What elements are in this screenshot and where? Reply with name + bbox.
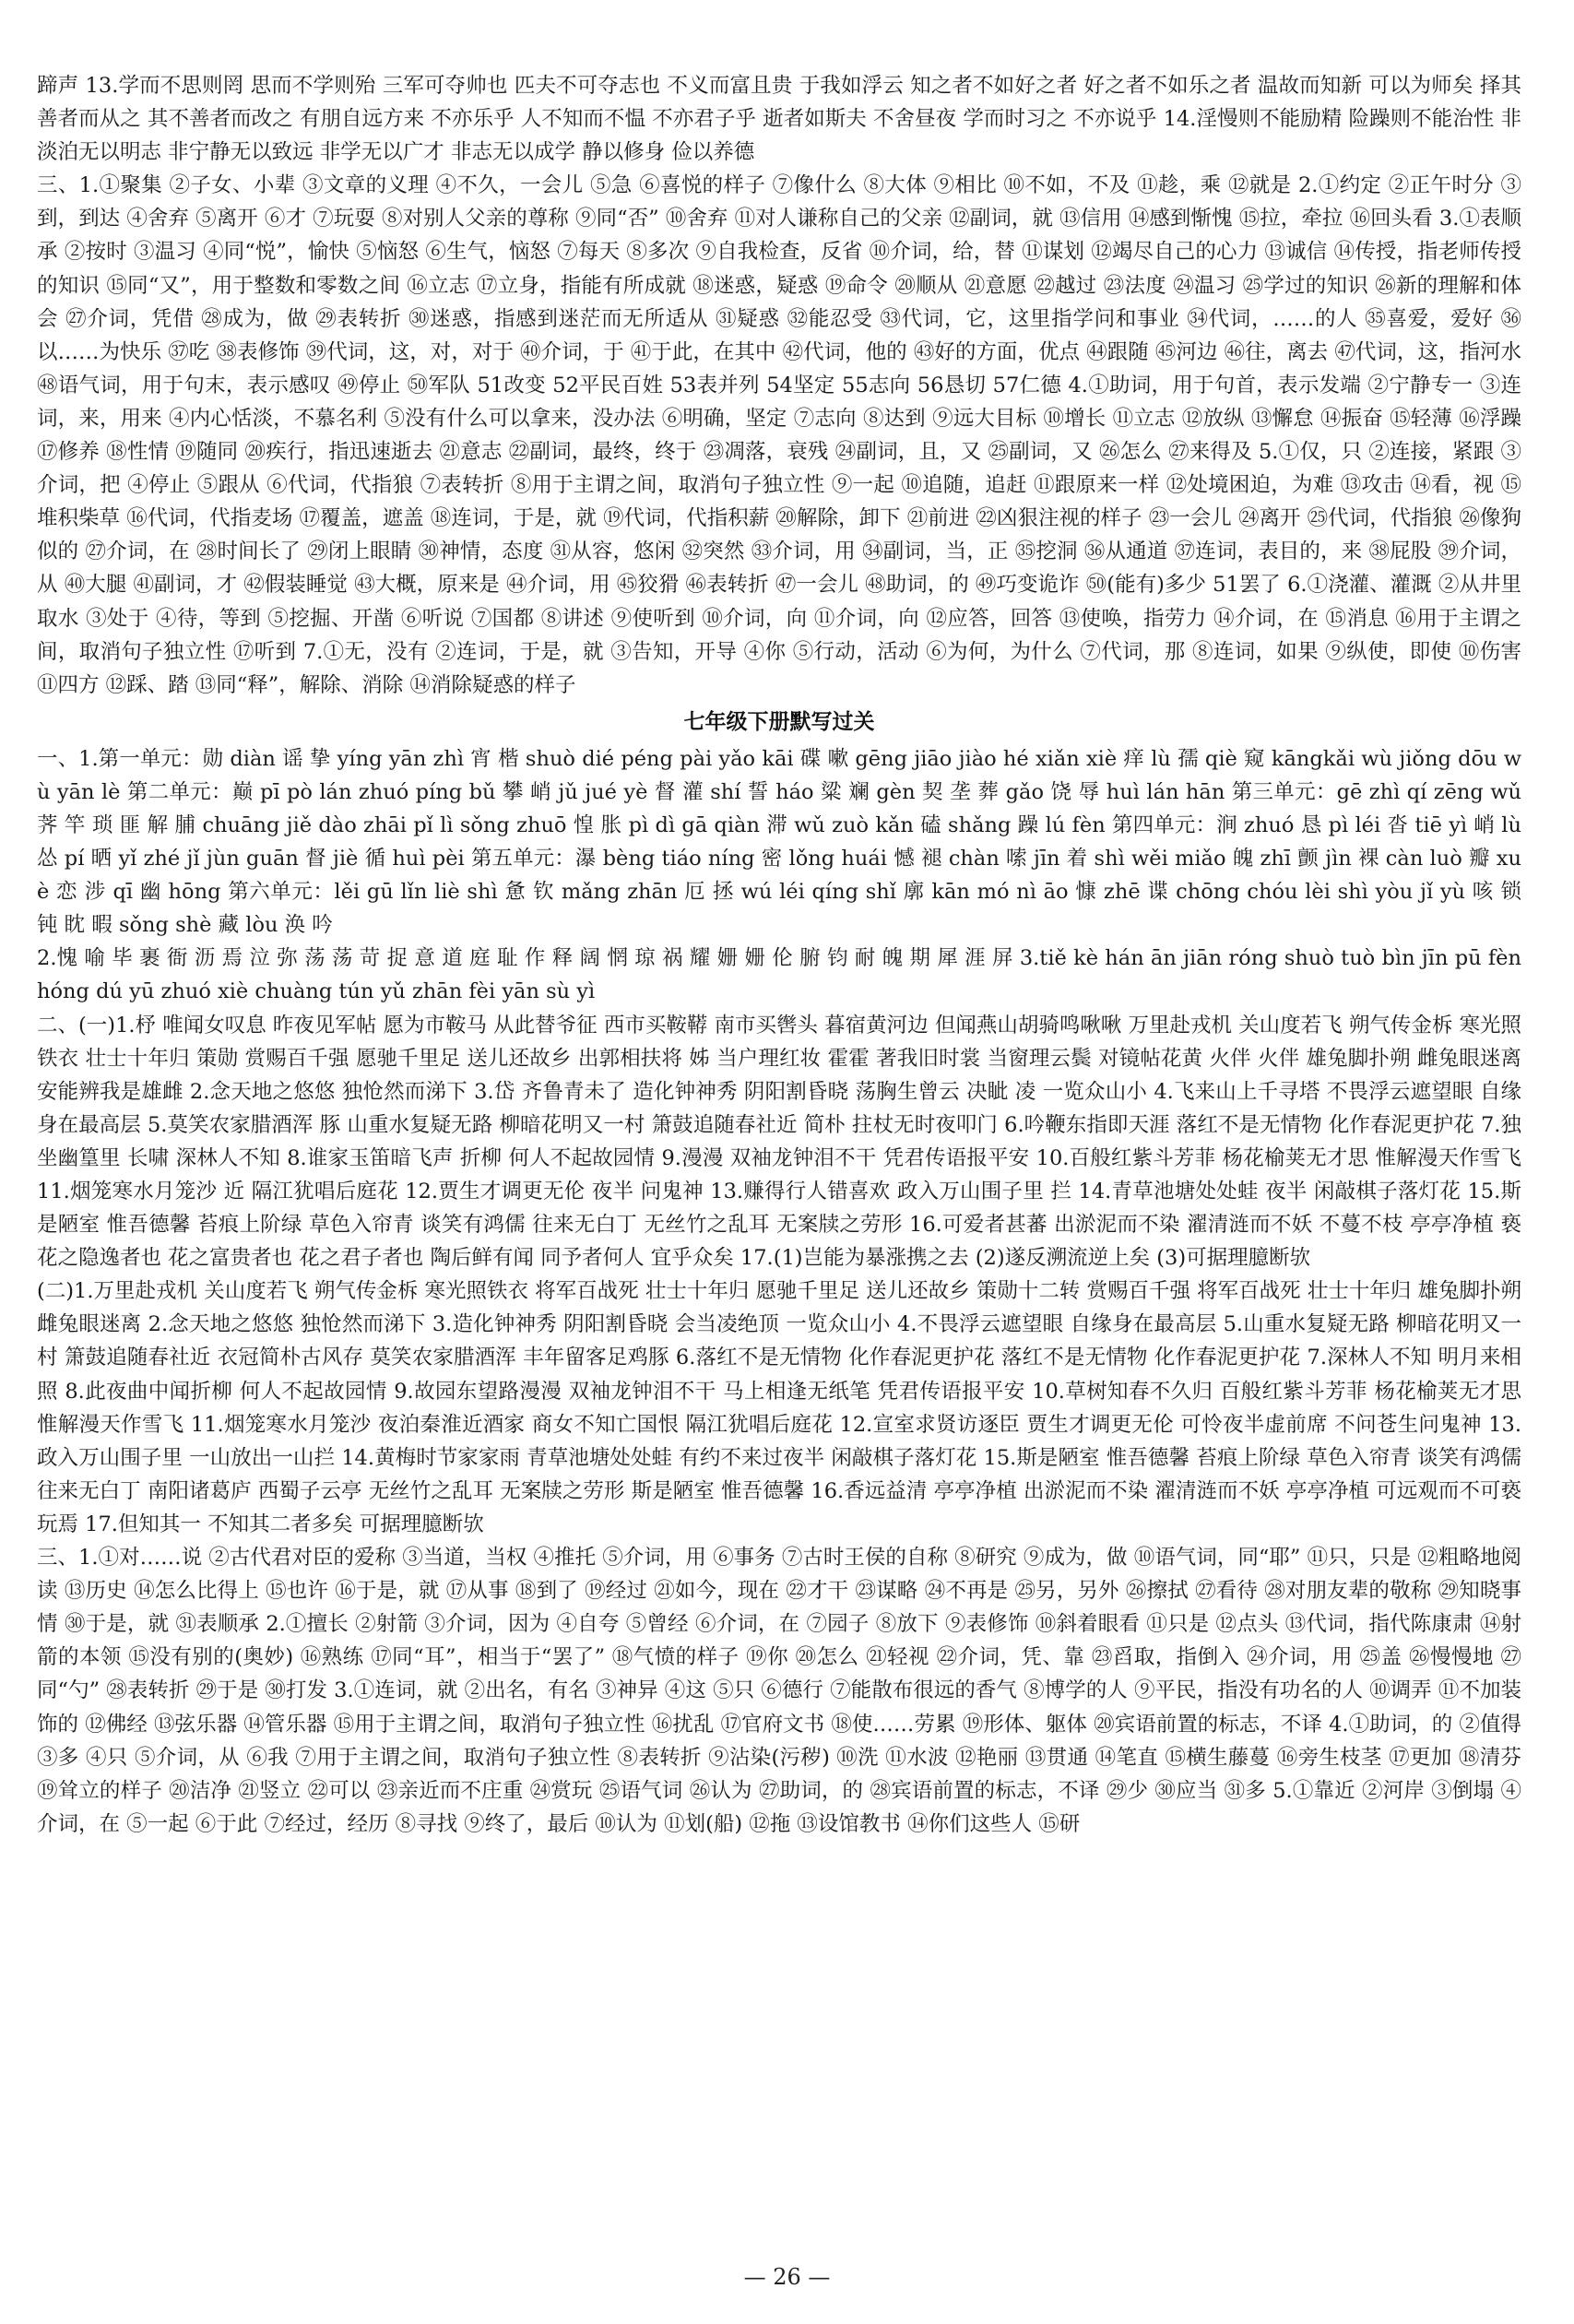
answer-document [37, 69, 1529, 1841]
paragraph: 三、1.①对……说 ②古代君对臣的爱称 ③当道，当权 ④推托 ⑤介词，用 ⑥事务 ⑦古时王侯的自称 ⑧研究 ⑨成为，做 ⑩语气词，同“耶” ⑪只，只是 ⑫粗略地阅读 ⑬历史 ⑭怎么比得上 ⑮也许 ⑯于是，就 ⑰从事 ⑱到了 ⑲经过 ㉑如今，现在 ㉒才干 ㉓谋略 ㉔不再是 ㉕另，另外 ㉖擦拭 ㉗看待 ㉘对朋友辈的敬称 ㉙知晓事情 ㉚于是，就 ㉛表顺承 2.①擅长 ②射箭 ③介词，因为 ④自夸 ⑤曾经 ⑥介词，在 ⑦园子 ⑧放下 ⑨表修饰 ⑩斜着眼看 ⑪只是 ⑫点头 ⑬代词，指代陈康肃 ⑭射箭的本领 ⑮没有别的(奥妙) ⑯熟练 ⑰同“耳”，相当于“罢了” ⑱气愤的样子 ⑲你 ⑳怎么 ㉑轻视 ㉒介词，凭、靠 ㉓舀取，指倒入 ㉔介词，用 ㉕盖 ㉖慢慢地 ㉗同“勺” ㉘表转折 ㉙于是 ㉚打发 3.①连词，就 ②出名，有名 ③神异 ④这 ⑤只 ⑥德行 ⑦能散布很远的香气 ⑧博学的人 ⑨平民，指没有功名的人 ⑩调弄 ⑪不加装饰的 ⑫佛经 ⑬弦乐器 ⑭管乐器 ⑮用于主谓之间，取消句子独立性 ⑯扰乱 ⑰官府文书 ⑱使……劳累 ⑲形体、躯体 ⑳宾语前置的标志，不译 4.①助词，的 ②值得 ③多 ④只 ⑤介词，从 ⑥我 ⑦用于主谓之间，取消句子独立性 ⑧表转折 ⑨沾染(污秽) ⑩洗 ⑪水波 ⑫艳丽 ⑬贯通 ⑭笔直 ⑮横生藤蔓 ⑯旁生枝茎 ⑰更加 ⑱清芬 ⑲耸立的样子 ⑳洁净 ㉑竖立 ㉒可以 ㉓亲近而不庄重 ㉔赏玩 ㉕语气词 ㉖认为 ㉗助词，的 ㉘宾语前置的标志，不译 ㉙少 ㉚应当 ㉛多 5.①靠近 ②河岸 ③倒塌 ④介词，在 ⑤一起 ⑥于此 ⑦经过，经历 ⑧寻找 ⑨终了，最后 ⑩认为 ⑪划(船) ⑫拖 ⑬设馆教书 ⑭你们这些人 ⑮研 [37, 1546, 1529, 1836]
paragraph: 三、1.①聚集 ②子女、小辈 ③文章的义理 ④不久，一会儿 ⑤急 ⑥喜悦的样子 ⑦像什么 ⑧大体 ⑨相比 ⑩不如，不及 ⑪趁，乘 ⑫就是 2.①约定 ②正午时分 ③到，到达 ④舍弃 ⑤离开 ⑥才 ⑦玩耍 ⑧对别人父亲的尊称 ⑨同“否” ⑩舍弃 ⑪对人谦称自己的父亲 ⑫副词，就 ⑬信用 ⑭感到惭愧 ⑮拉，牵拉 ⑯回头看 3.①表顺承 ②按时 ③温习 ④同“悦”，愉快 ⑤恼怒 ⑥生气，恼怒 ⑦每天 ⑧多次 ⑨自我检查，反省 ⑩介词，给，替 ⑪谋划 ⑫竭尽自己的心力 ⑬诚信 ⑭传授，指老师传授的知识 ⑮同“又”，用于整数和零数之间 ⑯立志 ⑰立身，指能有所成就 ⑱迷惑，疑惑 ⑲命令 ⑳顺从 ㉑意愿 ㉒越过 ㉓法度 ㉔温习 ㉕学过的知识 ㉖新的理解和体会 ㉗介词，凭借 ㉘成为，做 ㉙表转折 ㉚迷惑，指感到迷茫而无所适从 ㉛疑惑 ㉜能忍受 ㉝代词，它，这里指学问和事业 ㉞代词，……的人 ㉟喜爱，爱好 ㊱以……为快乐 ㊲吃 ㊳表修饰 ㊴代词，这，对，对于 ㊵介词，于 ㊶于此，在其中 ㊷代词，他的 ㊸好的方面，优点 ㊹跟随 ㊺河边 ㊻往，离去 ㊼代词，这，指河水 ㊽语气词，用于句末，表示感叹 ㊾停止 ㊿军队 51改变 52平民百姓 53表并列 54坚定 55志向 56恳切 57仁德 4.①助词，用于句首，表示发端 ②宁静专一 ③连词，来，用来 ④内心恬淡，不慕名利 ⑤没有什么可以拿来，没办法 ⑥明确，坚定 ⑦志向 ⑧达到 ⑨远大目标 ⑩增长 ⑪立志 ⑫放纵 ⑬懈怠 ⑭振奋 ⑮轻薄 ⑯浮躁 ⑰修养 ⑱性情 ⑲随同 ⑳疾行，指迅速逝去 ㉑意志 ㉒副词，最终，终于 ㉓凋落，衰残 ㉔副词，且，又 ㉕副词，又 ㉖怎么 ㉗来得及 5.①仅，只 ②连接，紧跟 ③介词，把 ④停止 ⑤跟从 ⑥代词，代指狼 ⑦表转折 ⑧用于主谓之间，取消句子独立性 ⑨一起 ⑩追随，追赶 ⑪跟原来一样 ⑫处境困迫，为难 ⑬攻击 ⑭看，视 ⑮堆积柴草 ⑯代词，代指麦场 ⑰覆盖，遮盖 ⑱连词，于是，就 ⑲代词，代指积薪 ⑳解除，卸下 ㉑前进 ㉒凶狠注视的样子 ㉓一会儿 ㉔离开 ㉕代词，代指狼 ㉖像狗似的 ㉗介词，在 ㉘时间长了 ㉙闭上眼睛 ㉚神情，态度 ㉛从容，悠闲 ㉜突然 ㉝介词，用 ㉞副词，当，正 ㉟挖洞 ㊱从通道 ㊲连词，表目的，来 ㊳屁股 ㊴介词，从 ㊵大腿 ㊶副词，才 ㊷假装睡觉 ㊸大概，原来是 ㊹介词，用 ㊺狡猾 ㊻表转折 ㊼一会儿 ㊽助词，的 ㊾巧变诡诈 ㊿(能有)多少 51罢了 6.①浇灌、灌溉 ②从井里取水 ③处于 ④待，等到 ⑤挖掘、开凿 ⑥听说 ⑦国都 ⑧讲述 ⑨使听到 ⑩介词，向 ⑪介词，向 ⑫应答，回答 ⑬使唤，指劳力 ⑭介词，在 ⑮消息 ⑯用于主谓之间，取消句子独立性 ⑰听到 7.①无，没有 ②连词，于是，就 ③告知，开导 ④你 ⑤行动，活动 ⑥为何，为什么 ⑦代词，那 ⑧连词，如果 ⑨纵使，即使 ⑩伤害 ⑪四方 ⑫踩、踏 ⑬同“释”，解除、消除 ⑭消除疑惑的样子 [37, 173, 1529, 697]
paragraph: 2.愧 喻 毕 裹 衙 沥 焉 泣 弥 荡 荡 苛 捉 意 道 庭 耻 作 释 阔 惘 琼 祸 耀 姗 姗 伦 腑 钧 耐 魄 期 犀 涯 屏 3.tiě kè hán ān jiān róng shuò tuò bìn jīn pū fèn hóng dú yū zhuó xiè chuàng tún yǔ zhān fèi yān sù yì [37, 946, 1529, 1004]
paragraph: 一、1.第一单元：勋 diàn 谣 挚 yíng yān zhì 宵 楷 shuò dié péng pài yǎo kāi 碟 嗽 gēng jiāo jiào hé xiǎn xiè 痒 lù 孺 qiè 窥 kāngkǎi wù jiǒng dōu wù yān lè 第二单元：巅 pī pò lán zhuó píng bǔ 攀 峭 jǔ jué yè 督 灌 shí 誓 háo 粱 斓 gèn 契 垄 葬 gǎo 饶 辱 huì lán hān 第三单元：gē zhì qí zēng wǔ 荠 竿 琐 匪 解 脯 chuāng jiě dào zhāi pǐ lì sǒng zhuō 惶 胀 pì dì gā qiàn 滞 wǔ zuò kǎn 磕 shǎng 躁 lú fèn 第四单元：涧 zhuó 恳 pì léi 沓 tiē yì 峭 lù 怂 pí 晒 yǐ zhé jǐ jùn guān 督 jiè 循 huì pèi 第五单元：瀑 bèng tiáo níng 密 lǒng huái 憾 褪 chàn 嗦 jīn 着 shì wěi miǎo 魄 zhī 颤 jìn 裸 càn luò 瓣 xuè 恋 涉 qī 幽 hōng 第六单元：lěi gū lǐn liè shì 惫 钦 mǎng zhān 厄 拯 wú léi qíng shǐ 廓 kān mó nì āo 慷 zhē 谍 chōng chóu lèi shì yòu jǐ yù 咳 锁 钝 眈 暇 sǒng shè 藏 lòu 涣 吟 [37, 746, 1529, 938]
paragraph: 二、(一)1.杼 唯闻女叹息 昨夜见军帖 愿为市鞍马 从此替爷征 西市买鞍鞯 南市买辔头 暮宿黄河边 但闻燕山胡骑鸣啾啾 万里赴戎机 关山度若飞 朔气传金柝 寒光照铁衣 壮士十年归 策勋 赏赐百千强 愿驰千里足 送儿还故乡 出郭相扶将 姊 当户理红妆 霍霍 著我旧时裳 当窗理云鬓 对镜帖花黄 火伴 火伴 雄兔脚扑朔 雌兔眼迷离 安能辨我是雄雌 2.念天地之悠悠 独怆然而涕下 3.岱 齐鲁青未了 造化钟神秀 阴阳割昏晓 荡胸生曾云 决眦 凌 一览众山小 4.飞来山上千寻塔 不畏浮云遮望眼 自缘身在最高层 5.莫笑农家腊酒浑 豚 山重水复疑无路 柳暗花明又一村 箫鼓追随春社近 简朴 拄杖无时夜叩门 6.吟鞭东指即天涯 落红不是无情物 化作春泥更护花 7.独坐幽篁里 长啸 深林人不知 8.谁家玉笛暗飞声 折柳 何人不起故园情 9.漫漫 双袖龙钟泪不干 凭君传语报平安 10.百般红紫斗芳菲 杨花榆荚无才思 惟解漫天作雪飞 11.烟笼寒水月笼沙 近 隔江犹唱后庭花 12.贾生才调更无伦 夜半 问鬼神 13.赚得行人错喜欢 政入万山围子里 拦 14.青草池塘处处蛙 夜半 闲敲棋子落灯花 15.斯是陋室 惟吾德馨 苔痕上阶绿 草色入帘青 谈笑有鸿儒 往来无白丁 无丝竹之乱耳 无案牍之劳形 16.可爱者甚蕃 出淤泥而不染 濯清涟而不妖 不蔓不枝 亭亭净植 亵 花之隐逸者也 花之富贵者也 花之君子者也 陶后鲜有闻 同予者何人 宜乎众矣 17.(1)岂能为暴涨携之去 (2)遂反溯流逆上矣 (3)可据理臆断欤 [37, 1013, 1529, 1271]
section-grade7-dictation [37, 742, 1529, 1841]
section-analects-answers [37, 69, 1529, 702]
paragraph: 蹄声 13.学而不思则罔 思而不学则殆 三军可夺帅也 匹夫不可夺志也 不义而富且贵 于我如浮云 知之者不如好之者 好之者不如乐之者 温故而知新 可以为师矣 择其善者而从之 其不善者而改之 有朋自远方来 不亦乐乎 人不知而不愠 不亦君子乎 逝者如斯夫 不舍昼夜 学而时习之 不亦说乎 14.淫慢则不能励精 险躁则不能治性 非淡泊无以明志 非宁静无以致远 非学无以广才 非志无以成学 静以修身 俭以养德 [37, 74, 1521, 165]
paragraph: (二)1.万里赴戎机 关山度若飞 朔气传金柝 寒光照铁衣 将军百战死 壮士十年归 愿驰千里足 送儿还故乡 策勋十二转 赏赐百千强 将军百战死 壮士十年归 雄兔脚扑朔 雌兔眼迷离 2.念天地之悠悠 独怆然而涕下 3.造化钟神秀 阴阳割昏晓 会当凌绝顶 一览众山小 4.不畏浮云遮望眼 自缘身在最高层 5.山重水复疑无路 柳暗花明又一村 箫鼓追随春社近 衣冠简朴古风存 莫笑农家腊酒浑 丰年留客足鸡豚 6.落红不是无情物 化作春泥更护花 落红不是无情物 化作春泥更护花 7.深林人不知 明月来相照 8.此夜曲中闻折柳 何人不起故园情 9.故园东望路漫漫 双袖龙钟泪不干 马上相逢无纸笔 凭君传语报平安 10.草树知春不久归 百般红紫斗芳菲 杨花榆荚无才思 惟解漫天作雪飞 11.烟笼寒水月笼沙 夜泊秦淮近酒家 商女不知亡国恨 隔江犹唱后庭花 12.宣室求贤访逐臣 贾生才调更无伦 可怜夜半虚前席 不问苍生问鬼神 13.政入万山围子里 一山放出一山拦 14.黄梅时节家家雨 青草池塘处处蛙 有约不来过夜半 闲敲棋子落灯花 15.斯是陋室 惟吾德馨 苔痕上阶绿 草色入帘青 谈笑有鸿儒 往来无白丁 南阳诸葛庐 西蜀子云亭 无丝竹之乱耳 无案牍之劳形 斯是陋室 惟吾德馨 16.香远益清 亭亭净植 出淤泥而不染 濯清涟而不妖 亭亭净植 可远观而不可亵玩焉 17.但知其一 不知其二者多矣 可据理臆断欤 [37, 1279, 1529, 1536]
page-number: — 26 — [743, 2264, 831, 2290]
section-title: 七年级下册默写过关 [683, 709, 875, 734]
